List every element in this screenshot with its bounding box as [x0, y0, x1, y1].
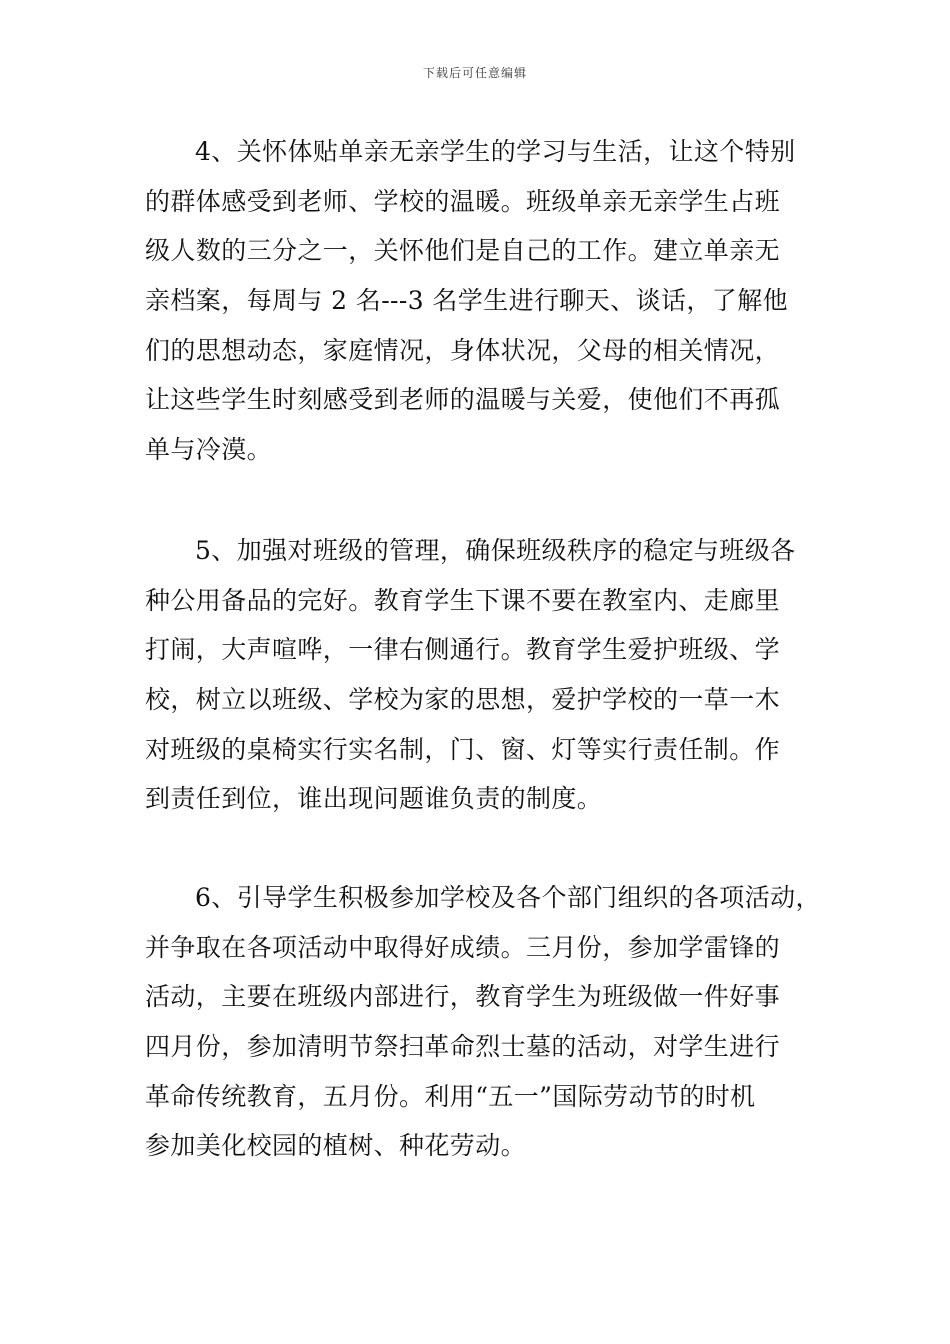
paragraph-line: 校，树立以班级、学校为家的思想，爱护学校的一草一木: [145, 685, 781, 715]
paragraph-line: 的群体感受到老师、学校的温暖。班级单亲无亲学生占班: [145, 186, 781, 216]
paragraph-4: [145, 127, 815, 475]
paragraph-line: 亲档案，每周与 2 名---3 名学生进行聊天、谈话，了解他: [145, 286, 788, 316]
paragraph-5: [145, 526, 815, 824]
paragraph-line: 种公用备品的完好。教育学生下课不要在教室内、走廊里: [145, 585, 781, 615]
paragraph-line: 并争取在各项活动中取得好成绩。三月份，参加学雷锋的: [145, 932, 781, 962]
paragraph-line: 参加美化校园的植树、种花劳动。: [145, 1131, 527, 1161]
paragraph-line: 6、引导学生积极参加学校及各个部门组织的各项活动，: [195, 883, 821, 912]
page-header: 下载后可任意编辑: [422, 66, 527, 80]
paragraph-line: 4、关怀体贴单亲无亲学生的学习与生活，让这个特别: [195, 137, 796, 166]
paragraph-line: 对班级的桌椅实行实名制，门、窗、灯等实行责任制。作: [145, 734, 781, 764]
paragraph-line: 级人数的三分之一，关怀他们是自己的工作。建立单亲无: [145, 236, 781, 266]
paragraph-6: [145, 873, 821, 1171]
paragraph-line: 革命传统教育，五月份。利用“五一”国际劳动节的时机: [145, 1081, 756, 1111]
paragraph-line: 5、加强对班级的管理，确保班级秩序的稳定与班级各: [195, 536, 796, 565]
paragraph-line: 们的思想动态，家庭情况，身体状况，父母的相关情况，: [145, 335, 781, 365]
paragraph-line: 单与冷漠。: [145, 435, 273, 465]
paragraph-line: 打闹，大声喧哗，一律右侧通行。教育学生爱护班级、学: [145, 635, 781, 665]
paragraph-line: 到责任到位，谁出现问题谁负责的制度。: [145, 784, 603, 814]
paragraph-line: 四月份，参加清明节祭扫革命烈士墓的活动，对学生进行: [145, 1032, 781, 1062]
paragraph-line: 让这些学生时刻感受到老师的温暖与关爱，使他们不再孤: [145, 385, 781, 415]
paragraph-line: 活动，主要在班级内部进行，教育学生为班级做一件好事: [145, 982, 781, 1012]
